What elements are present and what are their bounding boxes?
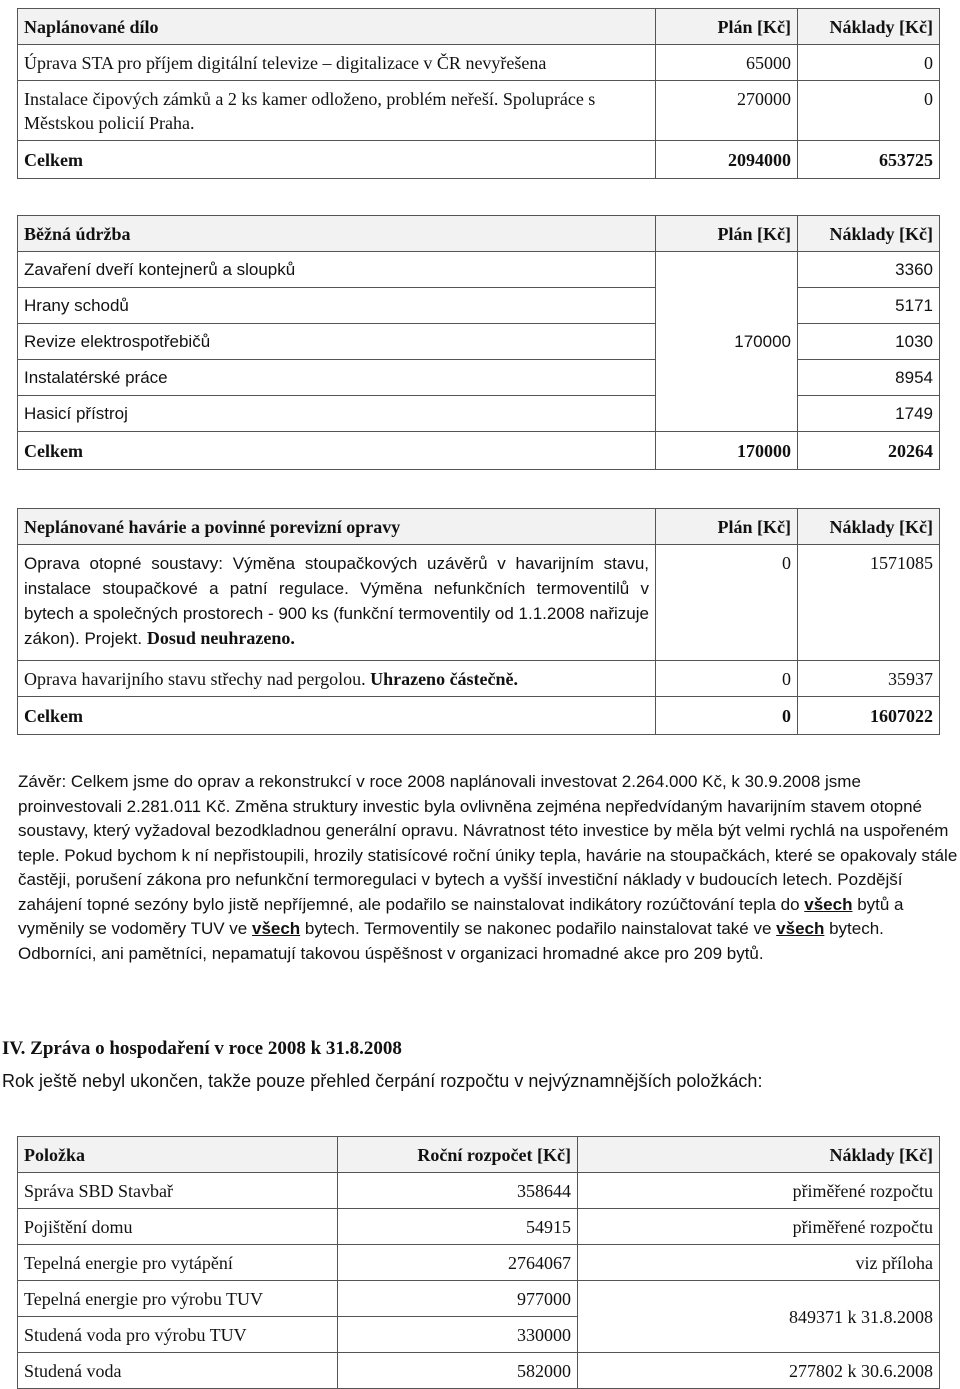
- total-row: [18, 432, 940, 470]
- header-cell: Plán [Kč]: [656, 216, 798, 252]
- table-row: [18, 1281, 940, 1317]
- plan-cell: 270000: [656, 81, 798, 141]
- header-cell: Náklady [Kč]: [798, 509, 940, 545]
- table-row: [18, 360, 940, 396]
- table-header-row: [18, 216, 940, 252]
- budget-cell: 330000: [338, 1317, 578, 1353]
- table-row: [18, 1209, 940, 1245]
- emphasis-text: všech: [804, 894, 853, 914]
- item-cell: Zavaření dveří kontejnerů a sloupků: [18, 252, 656, 288]
- merged-cost-cell: 849371 k 31.8.2008: [578, 1281, 940, 1353]
- cost-cell: 8954: [798, 360, 940, 396]
- item-cell: Úprava STA pro příjem digitální televize – digitalizace v ČR nevyřešena: [18, 45, 656, 81]
- plan-cell: 0: [656, 545, 798, 661]
- total-row: [18, 697, 940, 735]
- header-cell: Plán [Kč]: [656, 509, 798, 545]
- cost-cell: 1030: [798, 324, 940, 360]
- section-intro: Rok ještě nebyl ukončen, takže pouze přehled čerpání rozpočtu v nejvýznamnějších položkách:: [2, 1071, 763, 1091]
- item-text: Oprava havarijního stavu střechy nad pergolou.: [24, 668, 371, 689]
- header-cell: Naplánované dílo: [18, 9, 656, 45]
- table-header-row: [18, 1137, 940, 1173]
- table-row: [18, 81, 940, 141]
- table-row: [18, 545, 940, 661]
- conclusion-text: Závěr: Celkem jsme do oprav a rekonstrukcí v roce 2008 naplánovali investovat 2.264.000 Kč, k 30.9.2008 jsme proinvestovali 2.281.011 Kč. Změna struktury investic byla ovlivněna zejména nepředvídaným havarijním stavem otopné soustavy, který vyžadoval bezodkladnou generální opravu. Návratnost této investice by měla být velmi rychlá na uspořeném teple. Pokud bychom k ní nepřistoupili, hrozily statisícové roční úniky tepla, havárie na stoupačkách, které se opakovaly stále častěji, porušení zákona pro nefunkční termoregulaci v bytech a vyšší investiční náklady v budoucích letech. Pozdější zahájení topné sezóny bylo jistě nepříjemné, ale podařilo se nainstalovat indikátory rozúčtování tepla do: [18, 772, 958, 914]
- item-cell: Instalace čipových zámků a 2 ks kamer odloženo, problém neřeší. Spolupráce s Městskou policií Praha.: [18, 81, 656, 141]
- planned-works-table: [17, 8, 940, 179]
- budget-cell: 2764067: [338, 1245, 578, 1281]
- cost-cell: 5171: [798, 288, 940, 324]
- budget-cell: 582000: [338, 1353, 578, 1389]
- cost-cell: viz příloha: [578, 1245, 940, 1281]
- header-cell: Plán [Kč]: [656, 9, 798, 45]
- emphasis-text: všech: [251, 919, 301, 938]
- conclusion-text: bytů a vyměnily se vodoměry TUV ve: [18, 894, 904, 938]
- item-cell: Studená voda pro výrobu TUV: [18, 1317, 338, 1353]
- total-cost: 1607022: [798, 697, 940, 735]
- status-text: Dosud neuhrazeno.: [146, 628, 295, 648]
- total-label: Celkem: [18, 141, 656, 179]
- budget-cell: 977000: [338, 1281, 578, 1317]
- status-text: Uhrazeno částečně.: [370, 668, 519, 689]
- header-cell: Náklady [Kč]: [578, 1137, 940, 1173]
- item-cell: Pojištění domu: [18, 1209, 338, 1245]
- total-cost: 20264: [798, 432, 940, 470]
- cost-cell: 0: [798, 81, 940, 141]
- item-cell: Tepelná energie pro vytápění: [18, 1245, 338, 1281]
- conclusion-paragraph: [18, 770, 960, 966]
- cost-cell: přiměřené rozpočtu: [578, 1209, 940, 1245]
- total-cost: 653725: [798, 141, 940, 179]
- maintenance-table: [17, 215, 940, 470]
- table-row: [18, 45, 940, 81]
- total-label: Celkem: [18, 432, 656, 470]
- item-cell: Studená voda: [18, 1353, 338, 1389]
- table-row: [18, 661, 940, 697]
- item-cell: Revize elektrospotřebičů: [18, 324, 656, 360]
- header-cell: Neplánované havárie a povinné porevizní opravy: [18, 509, 656, 545]
- table-header-row: [18, 9, 940, 45]
- total-row: [18, 141, 940, 179]
- section-heading: IV. Zpráva o hospodaření v roce 2008 k 31.8.2008: [2, 1038, 402, 1059]
- unplanned-repairs-table: [17, 508, 940, 735]
- item-cell: Hrany schodů: [18, 288, 656, 324]
- table-header-row: [18, 509, 940, 545]
- table-row: [18, 1245, 940, 1281]
- budget-cell: 54915: [338, 1209, 578, 1245]
- header-cell: Náklady [Kč]: [798, 9, 940, 45]
- cost-cell: 35937: [798, 661, 940, 697]
- table-row: [18, 252, 940, 288]
- conclusion-text: bytech. Termoventily se nakonec podařilo nainstalovat také ve: [300, 919, 777, 938]
- total-plan: 170000: [656, 432, 798, 470]
- total-plan: 2094000: [656, 141, 798, 179]
- table-row: [18, 1173, 940, 1209]
- item-cell: Instalatérské práce: [18, 360, 656, 396]
- cost-cell: 0: [798, 45, 940, 81]
- item-cell: Hasicí přístroj: [18, 396, 656, 432]
- plan-cell: 0: [656, 661, 798, 697]
- header-cell: Roční rozpočet [Kč]: [338, 1137, 578, 1173]
- cost-cell: přiměřené rozpočtu: [578, 1173, 940, 1209]
- total-plan: 0: [656, 697, 798, 735]
- table-row: [18, 396, 940, 432]
- header-cell: Náklady [Kč]: [798, 216, 940, 252]
- cost-cell: 277802 k 30.6.2008: [578, 1353, 940, 1389]
- cost-cell: 1571085: [798, 545, 940, 661]
- header-cell: Běžná údržba: [18, 216, 656, 252]
- item-cell: Správa SBD Stavbař: [18, 1173, 338, 1209]
- header-cell: Položka: [18, 1137, 338, 1173]
- plan-cell: 65000: [656, 45, 798, 81]
- conclusion-text: bytech. Odborníci, ani pamětníci, nepamatují takovou úspěšnost v organizaci hromadné akce pro 209 bytů.: [18, 919, 884, 963]
- emphasis-text: všech: [776, 919, 825, 938]
- table-row: [18, 1353, 940, 1389]
- budget-cell: 358644: [338, 1173, 578, 1209]
- item-cell: [18, 661, 656, 697]
- item-cell: Tepelná energie pro výrobu TUV: [18, 1281, 338, 1317]
- budget-table: [17, 1136, 940, 1389]
- item-cell: [18, 545, 656, 661]
- table-row: [18, 288, 940, 324]
- cost-cell: 1749: [798, 396, 940, 432]
- item-text: Oprava otopné soustavy: Výměna stoupačkových uzávěrů v havarijním stavu, instalace stoupačkové a patní regulace. Výměna nefunkčních termoventilů v bytech a společných prostorech - 900 ks (funkční termoventily od 1.1.2008 nařizuje zákon). Projekt.: [24, 554, 649, 648]
- plan-merged-cell: 170000: [656, 252, 798, 432]
- total-label: Celkem: [18, 697, 656, 735]
- table-row: [18, 324, 940, 360]
- cost-cell: 3360: [798, 252, 940, 288]
